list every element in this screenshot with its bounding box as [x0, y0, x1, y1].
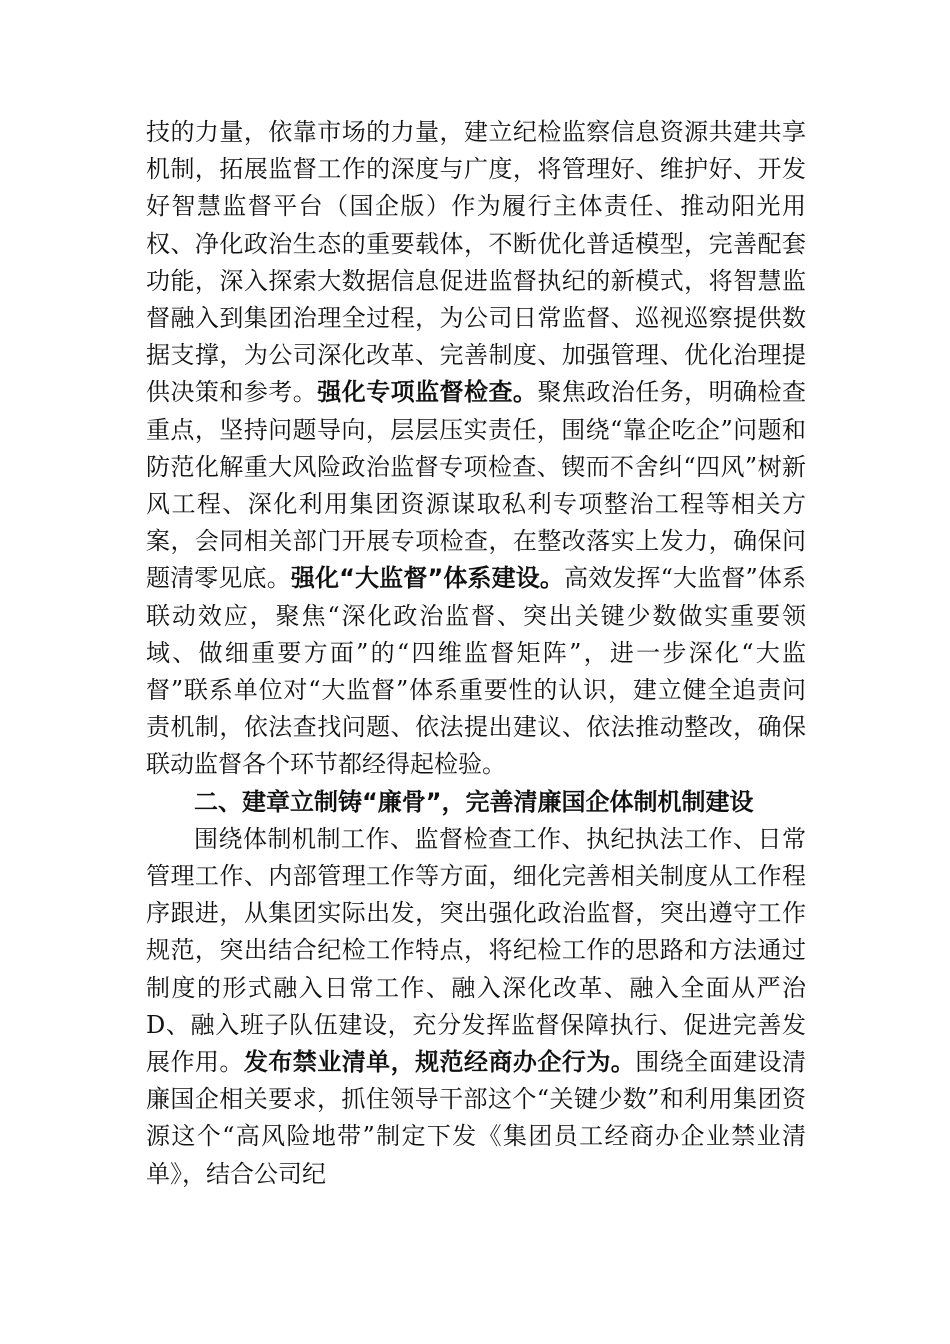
paragraph-text: 聚焦政治任务，明确检查重点，坚持问题导向，层层压实责任，围绕“靠企吃企”问题和防范化解重大风险政治监督专项检查、锲而不舍纠“四风”树新风工程、深化利用集团资源谋取私利专项整治工程等相关方案，会同相关部门开展专项检查，在整改落实上发力，确保问题清零见底。 — [146, 378, 807, 593]
paragraph-text: 围绕全面建设清廉国企相关要求，抓住领导干部这个“关键少数”和利用集团资源这个“高风险地带”制定下发《集团员工经商办企业禁业清单》，结合公司纪 — [146, 1048, 807, 1188]
body-paragraph-2 — [146, 821, 806, 1193]
body-paragraph-1 — [146, 114, 806, 784]
paragraph-text: 高效发挥“大监督”体系联动效应，聚焦“深化政治监督、突出关键少数做实重要领域、做细重要方面”的“四维监督矩阵”，进一步深化“大监督”联系单位对“大监督”体系重要性的认识，建立健全追责问责机制，依法查找问题、依法提出建议、依法推动整改，确保联动监督各个环节都经得起检验。 — [146, 564, 807, 779]
document-page — [146, 114, 806, 1193]
bold-subheading-big-supervision: 强化“大监督”体系建设。 — [290, 564, 565, 593]
section-heading-2: 二、建章立制铸“廉骨”，完善清廉国企体制机制建设 — [194, 787, 754, 816]
bold-subheading-special-inspection: 强化专项监督检查。 — [317, 378, 538, 407]
bold-subheading-prohibition-list: 发布禁业清单，规范经商办企行为。 — [243, 1048, 636, 1077]
paragraph-text: 技的力量，依靠市场的力量，建立纪检监察信息资源共建共享机制，拓展监督工作的深度与广度，将管理好、维护好、开发好智慧监督平台（国企版）作为履行主体责任、推动阳光用权、净化政治生态的重要载体，不断优化普适模型，完善配套功能，深入探索大数据信息促进监督执纪的新模式，将智慧监督融入到集团治理全过程，为公司日常监督、巡视巡察提供数据支撑，为公司深化改革、完善制度、加强管理、优化治理提供决策和参考。 — [146, 118, 806, 407]
paragraph-text: 围绕体制机制工作、监督检查工作、执纪执法工作、日常管理工作、内部管理工作等方面，细化完善相关制度从工作程序跟进，从集团实际出发，突出强化政治监督，突出遵守工作规范，突出结合纪检工作特点，将纪检工作的思路和方法通过制度的形式融入日常工作、融入深化改革、融入全面从严治D、融入班子队伍建设，充分发挥监督保障执行、促进完善发展作用。 — [146, 824, 806, 1077]
